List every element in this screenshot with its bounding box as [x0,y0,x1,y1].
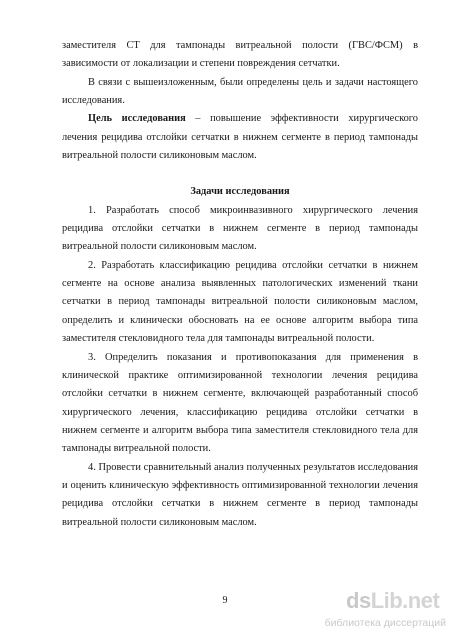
task-item-1: 1. Разработать способ микроинвазивного хирургического лечения рецидива отслойки сетчатки в нижнем сегменте в период тампонады витреальной полости силиконовым маслом. [62,204,418,253]
goal-text: – повышение эффективности хирургического лечения рецидива отслойки сетчатки в нижнем сегменте в период тампонады витреальной полости силиконовым маслом. [62,113,418,162]
paragraph-goal [62,110,418,165]
task-item-4: 4. Провести сравнительный анализ полученных результатов исследования и оценить клиническую эффективность оптимизированной технологии лечения рецидива отслойки сетчатки в нижнем сегменте в период тампонады витреальной полости силиконовым маслом. [62,461,418,528]
tasks-heading: Задачи исследования [190,186,290,198]
paragraph-continuation: заместителя СТ для тампонады витреальной полости (ГВС/ФСМ) в зависимости от локализации и степени повреждения сетчатки. [62,40,418,70]
watermark [318,588,448,632]
watermark-brand-prefix: ds [346,588,371,613]
task-item-2: 2. Разработать классификацию рецидива отслойки сетчатки в нижнем сегменте на основе анализа выявленных патологических изменений ткани сетчатки в период тампонады витреальной полости силиконовым маслом, определить и клинически обосновать на ее основе алгоритм выбора типа заместителя стекловидного тела для тампонады витреальной полости. [62,259,418,345]
task-item-3: 3. Определить показания и противопоказания для применения в клинической практике оптимизированной технологии лечения рецидива отслойки сетчатки в нижнем сегменте, включающей разработанный способ хирургического лечения, классификацию рецидива отслойки сетчатки в нижнем сегменте и алгоритм выбора типа заместителя стекловидного тела для тампонады витреальной полости. [62,351,418,455]
watermark-logo [346,588,439,614]
watermark-brand-main: Lib.net [370,588,440,613]
document-body [62,37,418,532]
watermark-tagline: библиотека диссертаций [324,617,446,629]
paragraph-intro: В связи с вышеизложенным, были определены цель и задачи настоящего исследования. [62,76,418,107]
goal-label: Цель исследования [88,113,186,125]
page-number: 9 [222,595,228,606]
